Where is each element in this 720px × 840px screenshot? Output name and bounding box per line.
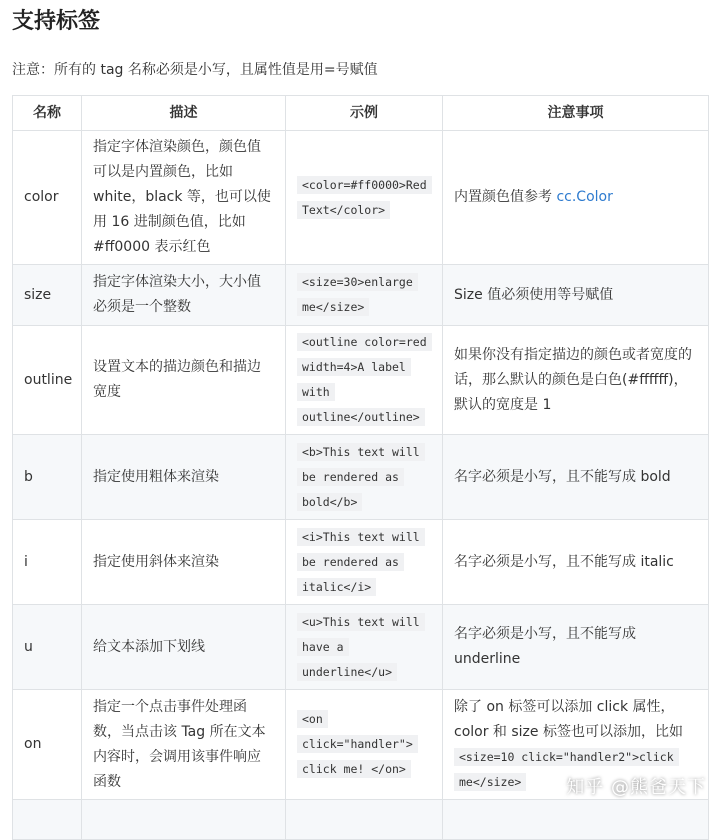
table-row [13,326,709,435]
cell-name: color [13,131,82,265]
header-name: 名称 [13,96,82,131]
table-row [13,131,709,265]
cell-description: 指定字体渲染大小，大小值必须是一个整数 [82,265,286,326]
cell-description: 给文本添加下划线 [82,605,286,690]
example-code: <b>This text will be rendered as bold</b> [297,443,425,511]
cell-description: 指定使用斜体来渲染 [82,520,286,605]
cell-example [286,131,443,265]
cell-example [286,326,443,435]
cell-empty [82,800,286,840]
cell-notes: 名字必须是小写，且不能写成 bold [443,435,709,520]
note-text: 注意：所有的 tag 名称必须是小写，且属性值是用=号赋值 [12,62,378,78]
page-title: 支持标签 [12,9,101,34]
table-row-partial [13,800,709,840]
cell-empty [13,800,82,840]
cc-color-link[interactable]: cc.Color [556,189,613,205]
cell-name: size [13,265,82,326]
cell-description: 设置文本的描边颜色和描边宽度 [82,326,286,435]
cell-description: 指定字体渲染颜色，颜色值可以是内置颜色，比如 white，black 等，也可以使用 16 进制颜色值，比如 #ff0000 表示红色 [82,131,286,265]
cell-example [286,605,443,690]
table-row [13,520,709,605]
header-notes: 注意事项 [443,96,709,131]
cell-name: b [13,435,82,520]
cell-notes: 如果你没有指定描边的颜色或者宽度的话，那么默认的颜色是白色(#ffffff)，默认的宽度是 1 [443,326,709,435]
cell-example [286,520,443,605]
cell-empty [443,800,709,840]
cell-notes: Size 值必须使用等号赋值 [443,265,709,326]
cell-example [286,435,443,520]
header-description: 描述 [82,96,286,131]
cell-example [286,265,443,326]
cell-notes [443,131,709,265]
cell-empty [286,800,443,840]
example-code: <u>This text will have a underline</u> [297,613,425,681]
table-row [13,605,709,690]
watermark: 知乎 @熊爸天下 [566,777,706,798]
example-code: <on click="handler"> click me! </on> [297,710,418,778]
header-example: 示例 [286,96,443,131]
cell-name: outline [13,326,82,435]
cell-notes: 名字必须是小写，且不能写成 underline [443,605,709,690]
cell-description: 指定使用粗体来渲染 [82,435,286,520]
example-code: <size=30>enlarge me</size> [297,273,418,316]
example-code: <i>This text will be rendered as italic</i> [297,528,425,596]
tag-table [12,95,709,840]
notes-text: 除了 on 标签可以添加 click 属性，color 和 size 标签也可以添加，比如 [454,698,683,740]
notes-code: <size=10 click="handler2">click me</size> [454,748,679,791]
table-row [13,435,709,520]
example-code: <color=#ff0000>Red Text</color> [297,176,432,219]
table-row [13,265,709,326]
cell-name: u [13,605,82,690]
cell-description: 指定一个点击事件处理函数，当点击该 Tag 所在文本内容时，会调用该事件响应函数 [82,690,286,800]
cell-name: i [13,520,82,605]
example-code: <outline color=red width=4>A label with outline</outline> [297,333,432,426]
cell-notes: 名字必须是小写，且不能写成 italic [443,520,709,605]
cell-example [286,690,443,800]
notes-text: 内置颜色值参考 [454,189,557,205]
cell-name: on [13,690,82,800]
table-header-row [13,96,709,131]
